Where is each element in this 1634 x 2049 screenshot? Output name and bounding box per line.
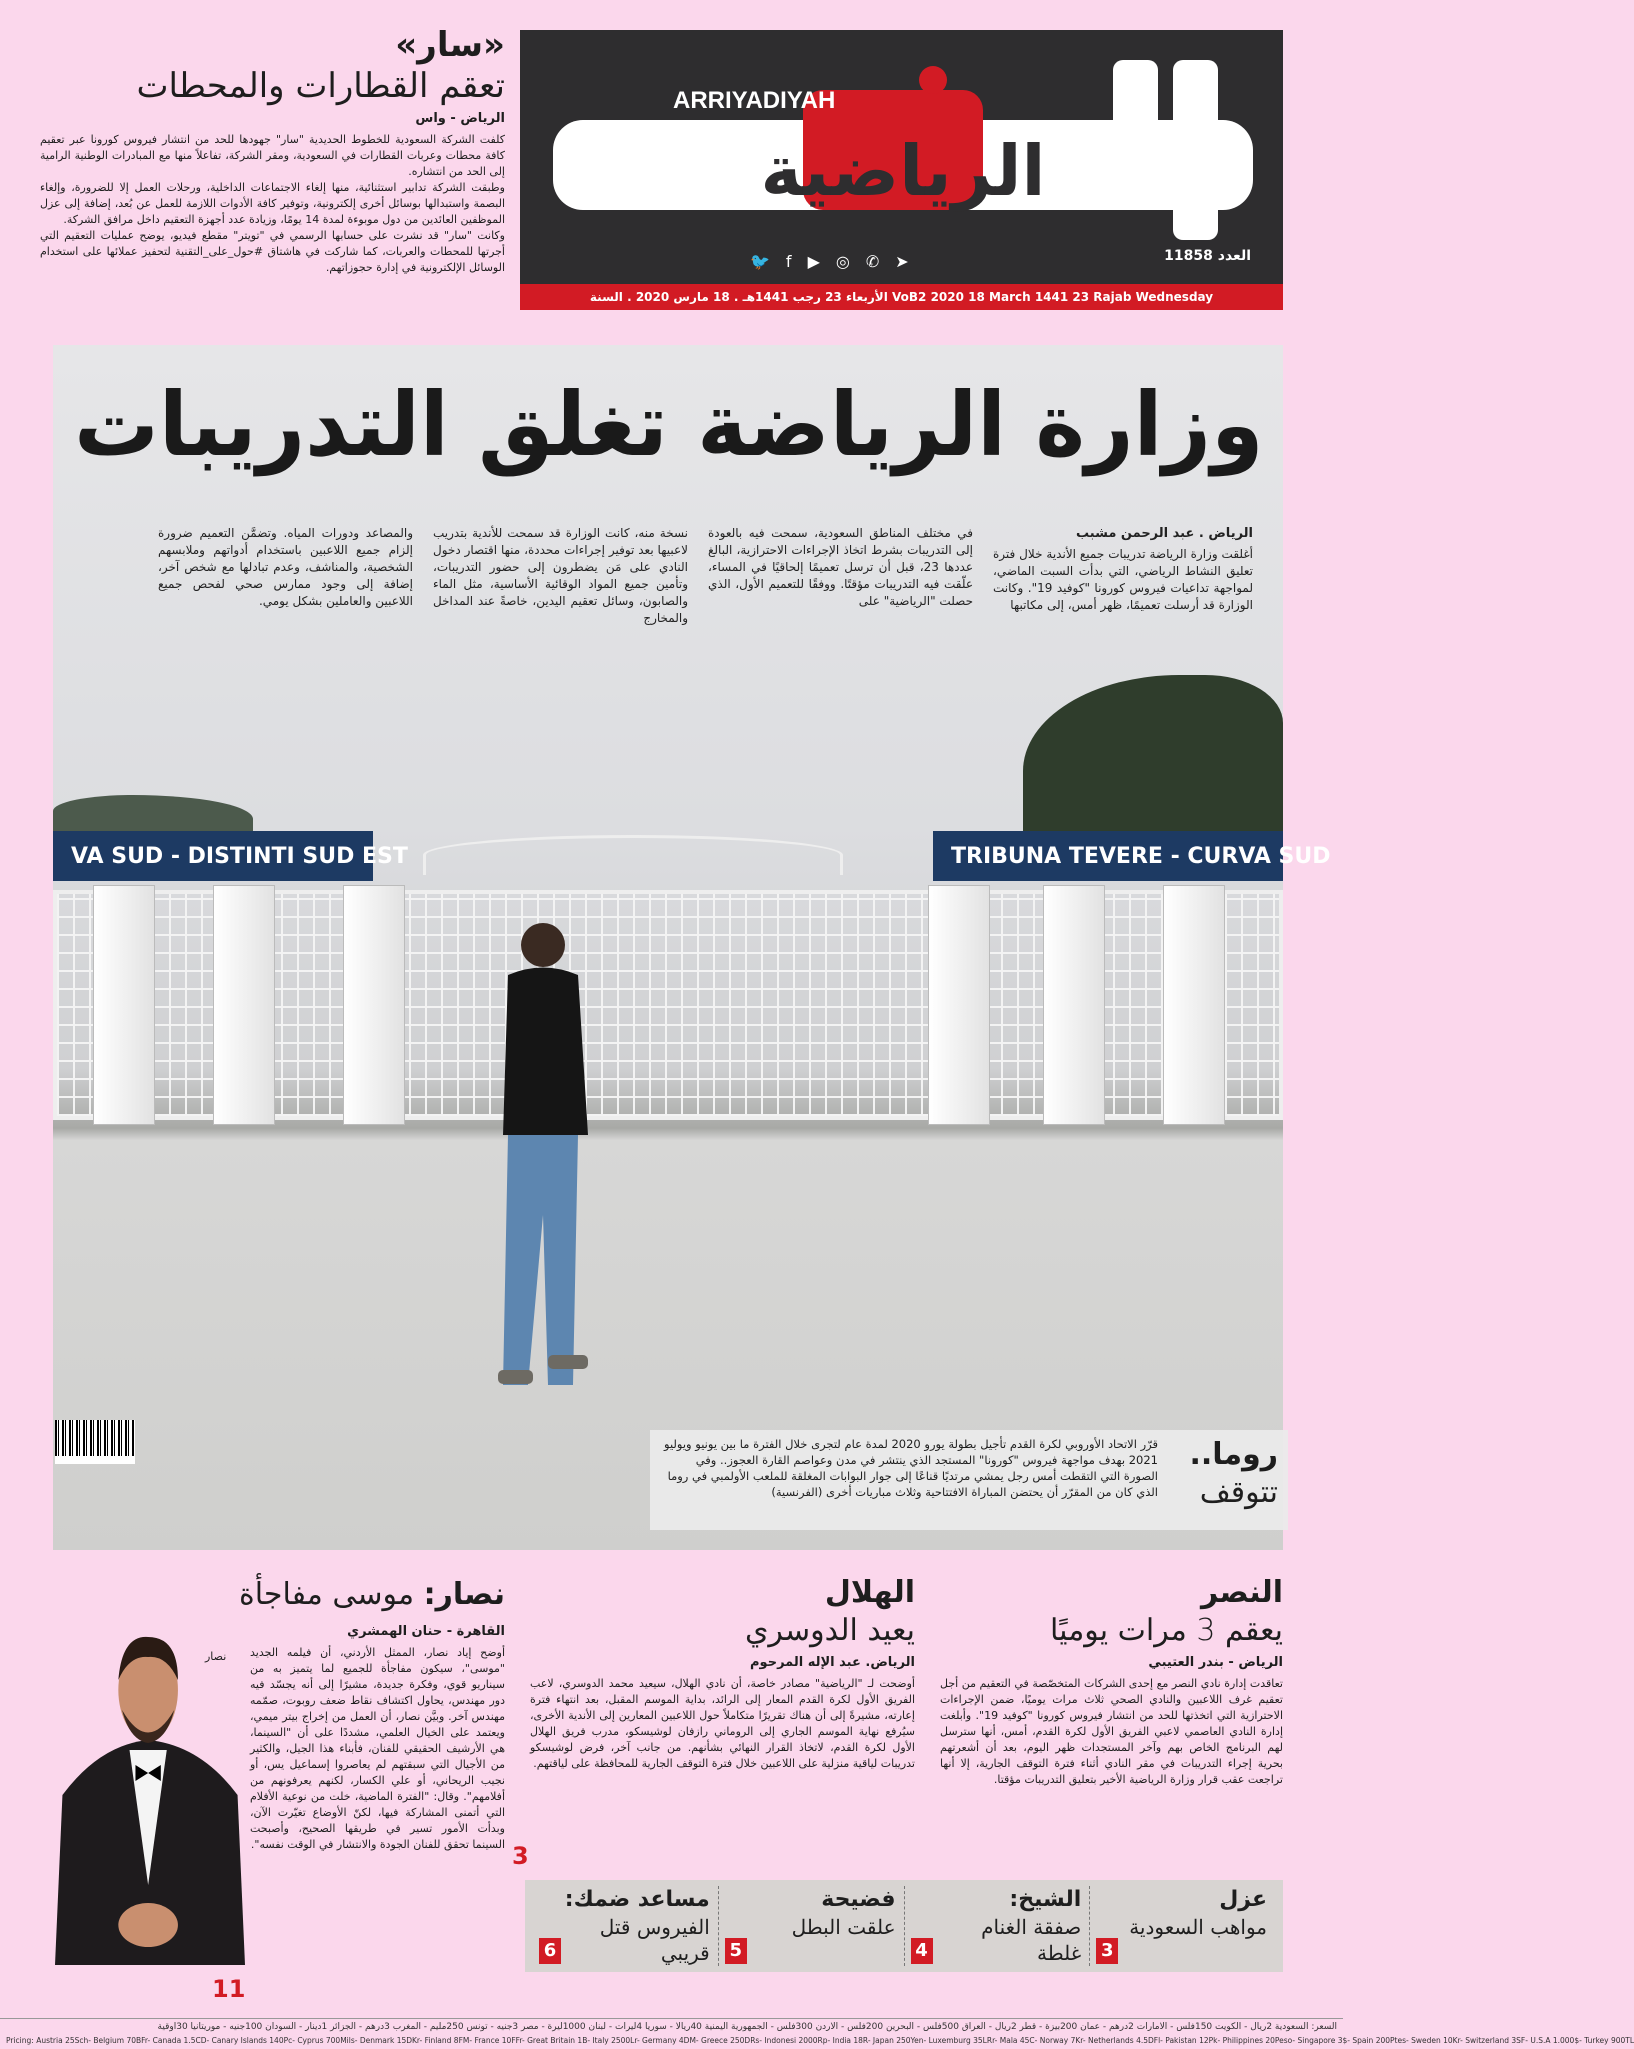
main-column-text: في مختلف المناطق السعودية، سمحت فيه بالعودة إلى التدريبات بشرط اتخاذ الإجراءات الاحترازية، البالغ عددها 23، قبل أن ترسل تعميمًا إلحاقيًا في المساء، علّقت فيه التدريبات مؤقتًا. ووفقًا للتعميم الأول، الذي حصلت "الرياضية" على [708,526,974,608]
stadium-banner-left: VA SUD - DISTINTI SUD EST [53,831,373,881]
photo-credit: (الفرنسية) [771,1485,823,1499]
hilal-kicker: الهلال [824,1575,915,1610]
telegram-icon[interactable]: ➤ [895,252,909,271]
sar-byline: الرياض - واس [415,111,505,126]
teaser-kicker: الشيخ: [1009,1887,1082,1912]
teaser-headline: علقت البطل [791,1915,896,1939]
nassar-article [250,1620,505,1853]
hilal-body: أوضحت لـ "الرياضية" مصادر خاصة، أن نادي الهلال، سيعيد محمد الدوسري، لاعب الفريق الأول لكرة القدم المعار إلى الرائد، بداية الموسم المقبل، بعد انتهاء فترة إعارته، مشيرةً إلى أن هناك تقريرًا متكاملاً حول اللاعبين المعارين إلى الأندية الأخرى، سيُرفع نهاية الموسم الجاري إلى الروماني رازفان لوشيسكو، مدرب فريق الهلال الأول لكرة القدم، لاتخاذ القرار النهائي بشأنهم. من جانب آخر، فرض لوشيسكو تدريبات لياقية منزلية على اللاعبين خلال فترة التوقف الجارية للمحافظة على لياقتهم. [530,1677,915,1770]
caption-subtitle: تتوقف [1199,1475,1278,1510]
prices-arabic: السعر: السعودية 2ريال - الكويت 150فلس - الامارات 2درهم - عمان 200بيزة - قطر 2ريال - العراق 500فلس - البحرين 200فلس - الاردن 300فلس - الجمهورية اليمنية 40ريالا - سوريا 4ليرات - لبنان 1000ليرة - مصر 3جنيه - تونس 250مليم - المغرب 3درهم - الجزائر 1دينار - السودان 100جنيه - موريتانيا 30اوقية [157,2022,1337,2032]
main-column-text: أغلقت وزارة الرياضة تدريبات جميع الأندية خلال فترة تعليق النشاط الرياضي، التي بدأت السبت الماضي، لمواجهة تداعيات فيروس كورونا "كوفيد 19". وكانت الوزارة قد أرسلت تعميمًا، ظهر أمس، إلى مكاتبها [993,547,1254,612]
main-byline: الرياض . عبد الرحمن مشبب [1076,526,1253,541]
teaser-kicker: عزل [1219,1887,1267,1912]
teaser-headline: مواهب السعودية [1129,1915,1267,1939]
trees [1023,675,1283,835]
nassar-title [190,1575,505,1615]
sar-headline: تعقم القطارات والمحطات [136,66,505,106]
nasr-byline: الرياض - بندر العتيبي [1148,1655,1283,1670]
nasr-headline: يعقم 3 مرات يوميًا [1050,1613,1283,1648]
prices-english: Pricing: Austria 25Sch- Belgium 70BFr- Canada 1.5CD- Canary Islands 140Pc- Cyprus 700Mils- Denmark 15DKr- Finland 8FM- France 10FFr- Great Britain 1B- Italy 2500Lr- Germany 4DM- Greece 250DRs- Indonesi 2000Rp- India 18R- Japan 250Yen- Luxemburg 35LRr- Mala 45C- Norway 7Kr- Netherlands 4.5DFl- Pakistan 12Pk- Philippines 20Peso- Singapore 3$- Spain 200Ptes- Sweden 10Kr- Switzerland 3SF- U.S.A 1.000$- Turkey 900TL [6,2036,1634,2045]
teaser-page: 4 [911,1938,933,1964]
stadium-roof [423,835,843,875]
issue-number: العدد 11858 [1164,248,1251,264]
pillar [1043,885,1105,1125]
masthead [520,30,1283,310]
hilal-byline: الرياض. عبد الإله المرحوم [750,1655,915,1670]
pillar [928,885,990,1125]
main-column-text: نسخة منه، كانت الوزارة قد سمحت للأندية بتدريب لاعبيها بعد توفير إجراءات محددة، منها اقتصار دخول النادي على مَن يضطرون إلى حضور التدريبات، وتأمين جميع المواد الوقائية الأساسية، مثل الماء والصابون، وسائل تعقيم اليدين، خاصةً عند المداخل والمخارج [433,526,688,625]
teaser[interactable] [904,1886,1090,1966]
photo-label: نصار [205,1650,227,1663]
main-column [433,525,688,627]
trees [53,795,253,835]
logo-english: ARRIYADIYAH [673,87,836,114]
hilal-article [530,1575,915,1772]
main-column [708,525,973,610]
social-icons [750,252,909,271]
teaser-kicker: مساعد ضمك: [564,1887,710,1912]
caption-text: قرّر الاتحاد الأوروبي لكرة القدم تأجيل بطولة يورو 2020 لمدة عام لتجرى خلال الفترة ما بين يونيو ويوليو 2021 بهدف مواجهة فيروس "كورونا" المستجد الذي ينتشر في مدن وعواصم القارة العجوز.. وفي الصورة التي التقطت أمس رجل يمشي مرتديًا قناعًا إلى جوار البوابات المغلقة للملعب الأولمبي في روما الذي كان من المقرّر أن يحتضن المباراة الافتتاحية وثلاث مباريات أخرى [664,1437,1158,1499]
hilal-headline: يعيد الدوسري [744,1613,915,1648]
teaser-headline: صفقة الغنام غلطة [981,1915,1082,1965]
nassar-byline: القاهرة - حنان الهمشري [347,1624,505,1639]
main-headline: وزارة الرياضة تغلق التدريبات [73,373,1263,476]
instagram-icon[interactable]: ◎ [835,252,850,271]
main-column-text: والمصاعد ودورات المياه. وتضمَّن التعميم ضرورة إلزام جميع اللاعبين باستخدام أدواتهم وملابسهم الشخصية، والمناشف، وعدم تبادلها مع شخص آخر، إضافة إلى وجود ممارس صحي لفحص جميع اللاعبين والعاملين بشكل يومي. [158,526,413,608]
actor-photo [55,1625,245,1965]
teaser-page: 5 [725,1938,747,1964]
man-walking [473,915,613,1395]
nassar-headline: موسى مفاجأة [239,1577,415,1612]
main-photo-story [53,345,1331,1550]
sar-paragraph: وطبقت الشركة تدابير استثنائية، منها إلغاء الاجتماعات الداخلية، ورحلات العمل إلا للضرورة، وإلغاء البصمة واستبدالها بوسائل أخرى إلكترونية، وتوفير كافة الأدوات اللازمة للعمل عن بُعد، إضافة إلى عزل الموظفين العائدين من دول موبوءة لمدة 14 يومًا، وزيادة عدد أجهزة التعقيم داخل مرافق الشركة. [40,181,505,226]
nasr-body: تعاقدت إدارة نادي النصر مع إحدى الشركات المتخصّصة في التعقيم من أجل تعقيم غرف اللاعبين والنادي الصحي ثلاث مرات يوميًا، ضمن الإجراءات الاحترازية التي اتخذتها للحد من انتشار فيروس كورونا "كوفيد 19". وأبلغت إدارة النادي العاصمي لاعبي الفريق الأول لكرة القدم، أمس، أنها سترسل لهم البرنامج الخاص بهم وآخر المستجدات ظهر اليوم، بعد أن أشعرتهم بحرية إجراء التدريبات في مقر النادي أثناء فترة التوقف الجارية، إلا أنها تراجعت عقب قرار وزارة الرياضية الأخير بتعليق التدريبات مؤقتا. [940,1677,1284,1786]
photo-caption [650,1430,1288,1530]
pillar [93,885,155,1125]
main-column [993,525,1253,614]
teaser-headline: الفيروس قتل قريبي [599,1915,710,1965]
teaser-page: 3 [1096,1938,1118,1964]
hilal-page-ref[interactable]: 3 [512,1842,529,1870]
pillar [343,885,405,1125]
nasr-article [940,1575,1283,1788]
logo-arabic: الرياضية [760,130,1046,212]
youtube-icon[interactable]: ▶ [807,252,820,271]
teaser[interactable] [718,1886,904,1966]
whatsapp-icon[interactable]: ✆ [865,252,880,271]
barcode [55,1420,135,1464]
sar-kicker: «سار» [395,25,505,65]
caption-title: روما.. [1189,1437,1278,1472]
teaser-kicker: فضيحة [821,1887,896,1912]
sar-paragraph: كلفت الشركة السعودية للخطوط الحديدية "سار" جهودها للحد من انتشار فيروس كورونا عبر تعقيم كافة محطات وعربات القطارات في السعودية، ومقر الشركة، تفاعلاً منها مع المبادرات الوطنية الرامية إلى الحد من انتشاره. [40,133,505,178]
date-line: الأربعاء 23 رجب 1441هـ . 18 مارس 2020 . السنة VoB2 2020 18 March 1441 23 Rajab Wednesday [589,290,1214,304]
sar-paragraph: وكانت "سار" قد نشرت على حسابها الرسمي في "تويتر" مقطع فيديو، يوضح عمليات التعقيم التي أجرتها للمحطات والعربات، كما شاركت في هاشتاق #حول_على_التقنية لتحفيز عملائها على استخدام الوسائل الإلكترونية في إدارة حجوزاتهم. [40,229,505,274]
date-bar [520,284,1283,310]
teaser[interactable] [1089,1886,1275,1966]
teasers-box [525,1880,1283,1972]
stadium-banner-right: TRIBUNA TEVERE - CURVA SUD [933,831,1283,881]
pillar [1163,885,1225,1125]
nassar-page-ref[interactable]: 11 [212,1975,246,2003]
facebook-icon[interactable]: f [785,252,792,271]
nasr-kicker: النصر [1200,1575,1283,1610]
teaser-page: 6 [539,1938,561,1964]
arriyadiyah-logo [553,50,1253,240]
pillar [213,885,275,1125]
main-column [158,525,413,610]
nassar-kicker: نصار: [423,1577,505,1612]
teaser[interactable] [533,1886,718,1966]
nassar-body: أوضح إياد نصار، الممثل الأردني، أن فيلمه الجديد "موسى"، سيكون مفاجأة للجميع لما يتميز به من سيناريو قوي، وفكرة جديدة، مشيرًا إلى أنه يجسّد فيه دور مهندس، يحاول اكتشاف نقاط ضعف روبوت، صمّمه مهندس آخر. وبيَّن نصار، أن العمل من إخراج بيتر ميمي، ويعتمد على الخيال العلمي، مشددًا على أن "السينما، هي الأرشيف الحقيقي للفنان، فأبناء هذا الجيل، والكثير من الأجيال التي سبقتهم لم يعاصروا إسماعيل يس، أو نجيب الريحاني، أو علي الكسار، لكنهم يعرفونهم من أفلامهم". وقال: "الفترة الماضية، خلت من نوعية الأفلام التي أتمنى المشاركة فيها، لكنّ الأوضاع تغيّرت الآن، وبدأت الأمور تسير في طريقها الصحيح، وأصبحت السينما تحقق للفنان الجودة والانتشار في الوقت نفسه". [250,1646,505,1851]
price-footer [0,2018,1634,2049]
twitter-icon[interactable]: 🐦 [750,252,770,271]
sar-article [40,25,505,276]
